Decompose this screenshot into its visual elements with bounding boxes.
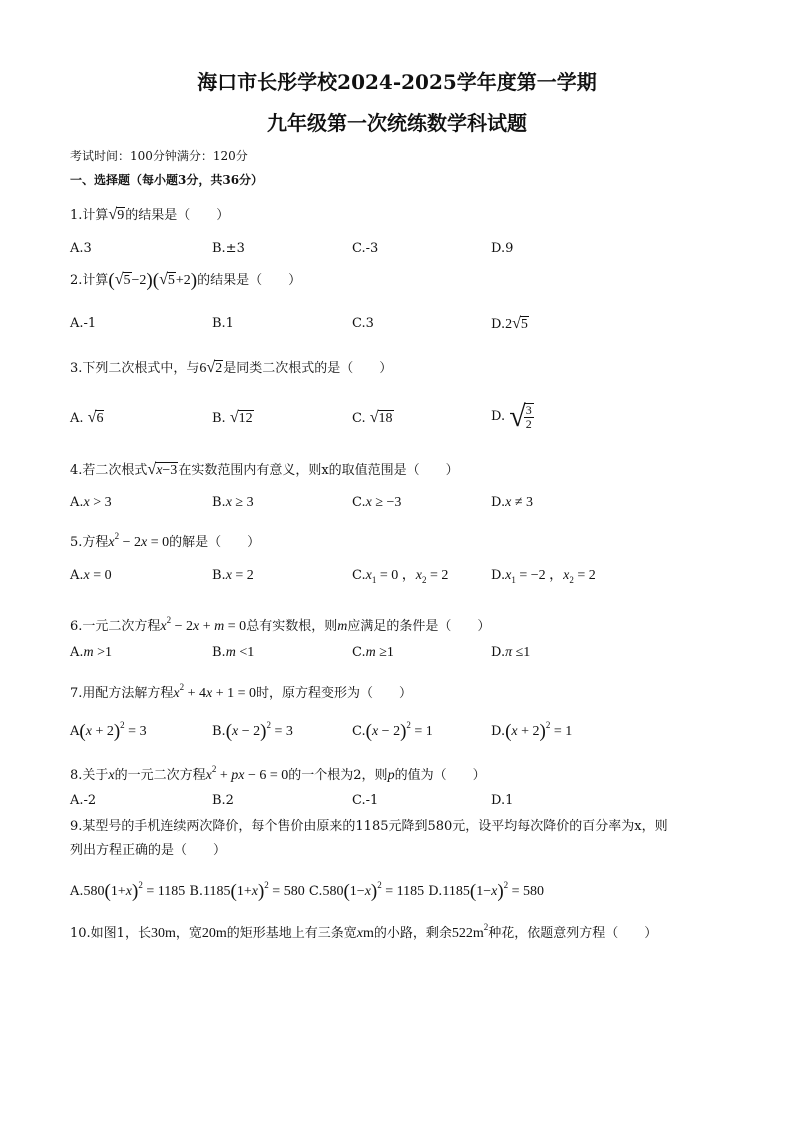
q1-option-b: B.±3 <box>212 241 245 256</box>
q5-option-a: A.x = 0 <box>70 568 112 583</box>
question-6: 6.一元二次方程$x^2 - 2x + m = 0$总有实数根，则m应满足的条件是（ ） <box>70 615 491 634</box>
section-heading: 一、选择题（每小题3分，共36分） <box>70 173 264 187</box>
q6-prefix: 6.一元二次方程 <box>70 619 161 634</box>
q5-option-b: B.x = 2 <box>212 568 254 583</box>
q1-option-c: C.-3 <box>352 241 379 256</box>
q6-option-b: B.m <1 <box>212 645 255 660</box>
q1-prefix: 1.计算 <box>70 208 109 223</box>
question-9-line-2: 列出方程正确的是（ ） <box>70 843 227 858</box>
q1-suffix: 的结果是（ ） <box>125 208 230 223</box>
q3-option-d: D. √ $\frac{3}{2}$ <box>491 400 532 433</box>
q4-option-a: A.x > 3 <box>70 495 112 510</box>
question-8: 8.关于x的一元二次方程$x^2$ + px − 6 = 0的一个根为2，则p的值为（ ） <box>70 764 486 783</box>
q1-option-a: A.3 <box>70 241 92 256</box>
q2-option-a: A.-1 <box>70 316 97 331</box>
exam-title-line-1: 海口市长彤学校2024-2025学年度第一学期 <box>197 70 597 94</box>
q7-option-c: $C.(x - 2)^2 = 1$ <box>352 720 433 742</box>
question-2: 2.计算(√5−2)(√5+2)的结果是（ ） <box>70 270 302 291</box>
q6-option-c: C.m ≥1 <box>352 645 394 660</box>
q5-suffix: 的解是（ ） <box>169 535 261 550</box>
q2-suffix: 的结果是（ ） <box>197 273 302 288</box>
q7-option-b: $B.(x - 2)^2 = 3$ <box>212 720 293 742</box>
q8-option-d: D.1 <box>491 793 514 808</box>
q4-option-d: D.x ≠ 3 <box>491 495 533 510</box>
q4-option-b: B.x ≥ 3 <box>212 495 254 510</box>
question-5: 5.方程$x^2 - 2x = 0$的解是（ ） <box>70 531 261 550</box>
exam-title-line-2: 九年级第一次统练数学科试题 <box>267 111 527 135</box>
q2-option-d: D.2√5 <box>491 315 528 332</box>
q5-option-d: $D.x_1 = -2$ ，$x_2 = 2$ <box>491 568 596 585</box>
q3-option-b: B. √12 <box>212 409 253 426</box>
q7-option-a: $A(x + 2)^2 = 3$ <box>70 720 147 742</box>
q2-prefix: 2.计算 <box>70 273 109 288</box>
q4-prefix: 4.若二次根式 <box>70 463 148 478</box>
q3-option-a: A. √6 <box>70 409 104 426</box>
exam-info: 考试时间：100分钟满分：120分 <box>70 149 248 163</box>
q2-option-c: C.3 <box>352 316 374 331</box>
q8-option-a: A.-2 <box>70 793 97 808</box>
q7-prefix: 7.用配方法解方程 <box>70 686 174 701</box>
q9-option-d: $D.1185(1-x)^2 = 580$ <box>428 880 545 902</box>
q3-suffix: 是同类二次根式的是（ ） <box>223 361 393 376</box>
question-9-line-1: 9.某型号的手机连续两次降价，每个售价由原来的1185元降到580元，设平均每次降价的百分率为x，则 <box>70 819 668 834</box>
q6-option-a: A.m >1 <box>70 645 113 660</box>
q5-option-c: $C.x_1 = 0$ ，$x_2 = 2$ <box>352 568 449 585</box>
q2-option-b: B.1 <box>212 316 234 331</box>
q8-option-c: C.-1 <box>352 793 379 808</box>
q9-option-a: $A.580(1+x)^2 = 1185$ <box>70 880 186 902</box>
q8-option-b: B.2 <box>212 793 234 808</box>
q4-option-c: C.x ≥ −3 <box>352 495 402 510</box>
q1-option-d: D.9 <box>491 241 514 256</box>
q3-option-c: C. √18 <box>352 409 393 426</box>
q4-suffix: 在实数范围内有意义，则x的取值范围是（ ） <box>178 463 459 478</box>
q9-option-b: $B.1185(1+x)^2 = 580$ <box>189 880 305 902</box>
question-10: 10.如图1，长30m，宽20m的矩形基地上有三条宽xm的小路，剩余$522m^2$种花，依题意列方程（ ） <box>70 922 658 941</box>
q9-options <box>70 876 544 901</box>
question-4: 4.若二次根式√x−3在实数范围内有意义，则x的取值范围是（ ） <box>70 461 459 478</box>
q9-option-c: $C.580(1-x)^2 = 1185$ <box>308 880 425 902</box>
question-3: 3.下列二次根式中，与6√2是同类二次根式的是（ ） <box>70 359 393 376</box>
q5-prefix: 5.方程 <box>70 535 109 550</box>
question-1: 1.计算√9的结果是（ ） <box>70 206 230 223</box>
q3-prefix: 3.下列二次根式中，与 <box>70 361 200 376</box>
q7-option-d: $D.(x + 2)^2 = 1$ <box>491 720 573 742</box>
q7-suffix: 时，原方程变形为（ ） <box>256 686 413 701</box>
q6-option-d: D.π ≤1 <box>491 645 531 660</box>
question-7: 7.用配方法解方程$x^2 + 4x + 1 = 0$时，原方程变形为（ ） <box>70 682 413 701</box>
